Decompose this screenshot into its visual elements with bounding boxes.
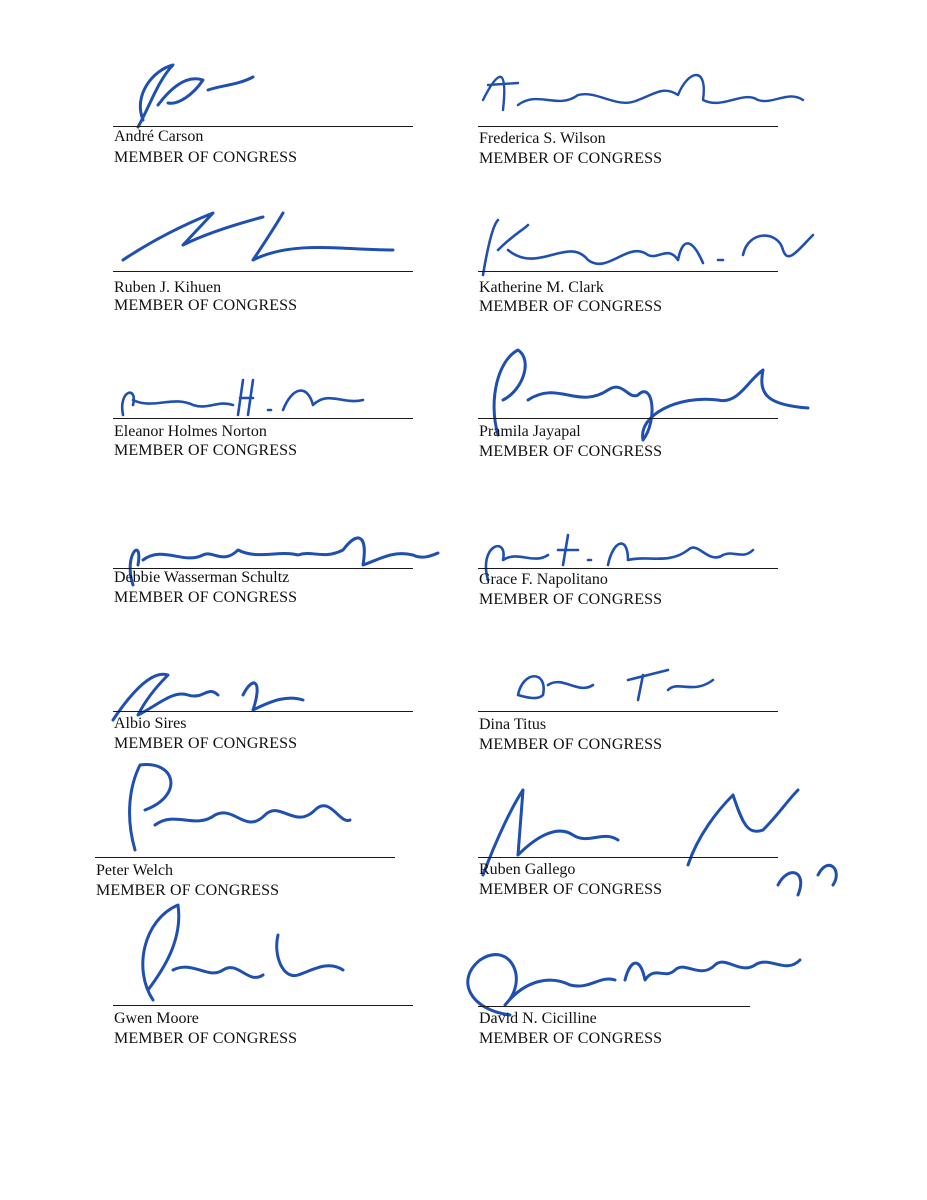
signature-block-gallego bbox=[478, 775, 778, 915]
handwritten-signature bbox=[113, 360, 373, 420]
signer-name: Gwen Moore bbox=[114, 1010, 199, 1027]
signer-name: Frederica S. Wilson bbox=[479, 130, 606, 147]
signer-name: Peter Welch bbox=[96, 862, 174, 879]
signer-title: MEMBER OF CONGRESS bbox=[114, 735, 298, 752]
signature-line bbox=[113, 271, 413, 272]
signer-title: MEMBER OF CONGRESS bbox=[114, 442, 298, 459]
signature-block-wasserman-schultz bbox=[113, 505, 413, 645]
signer-title: MEMBER OF CONGRESS bbox=[114, 589, 298, 606]
signer-title: MEMBER OF CONGRESS bbox=[114, 1030, 298, 1047]
signer-name: David N. Cicilline bbox=[479, 1010, 597, 1027]
signer-name: Debbie Wasserman Schultz bbox=[114, 569, 290, 586]
signer-name: Ruben Gallego bbox=[479, 861, 576, 878]
signature-line bbox=[478, 271, 778, 272]
signature-line bbox=[113, 418, 413, 419]
signer-name: Dina Titus bbox=[479, 716, 547, 733]
signature-line bbox=[478, 711, 778, 712]
signature-line bbox=[95, 857, 395, 858]
signer-name: Pramila Jayapal bbox=[479, 423, 581, 440]
handwritten-signature bbox=[113, 205, 403, 275]
signer-title: MEMBER OF CONGRESS bbox=[479, 298, 663, 315]
signature-block-norton bbox=[113, 360, 413, 500]
handwritten-signature bbox=[478, 650, 738, 710]
handwritten-signature bbox=[478, 55, 808, 130]
signer-name: Albio Sires bbox=[114, 715, 187, 732]
signer-title: MEMBER OF CONGRESS bbox=[479, 443, 663, 460]
signer-title: MEMBER OF CONGRESS bbox=[114, 149, 298, 166]
signer-name: Ruben J. Kihuen bbox=[114, 279, 222, 296]
signature-line bbox=[478, 418, 778, 419]
signer-title: MEMBER OF CONGRESS bbox=[96, 882, 280, 899]
signature-line bbox=[113, 1005, 413, 1006]
signature-block-clark bbox=[478, 205, 778, 345]
signature-line bbox=[113, 711, 413, 712]
signature-block-carson bbox=[113, 55, 413, 195]
handwritten-signature bbox=[113, 55, 263, 135]
handwritten-signature bbox=[478, 205, 818, 285]
signer-title: MEMBER OF CONGRESS bbox=[479, 1030, 663, 1047]
signature-block-napolitano bbox=[478, 505, 778, 645]
signature-block-cicilline bbox=[450, 920, 750, 1060]
signer-title: MEMBER OF CONGRESS bbox=[114, 297, 298, 314]
signature-line bbox=[113, 126, 413, 127]
signature-block-wilson bbox=[478, 55, 778, 195]
signer-title: MEMBER OF CONGRESS bbox=[479, 591, 663, 608]
signature-block-kihuen bbox=[113, 205, 413, 345]
signer-title: MEMBER OF CONGRESS bbox=[479, 736, 663, 753]
signer-name: Katherine M. Clark bbox=[479, 279, 604, 296]
signature-line bbox=[478, 568, 778, 569]
handwritten-signature bbox=[95, 755, 365, 865]
signature-line bbox=[478, 857, 778, 858]
signature-block-moore bbox=[113, 900, 413, 1047]
signer-title: MEMBER OF CONGRESS bbox=[479, 150, 663, 167]
signature-line bbox=[478, 1006, 750, 1007]
signature-line bbox=[478, 126, 778, 127]
signature-block-jayapal bbox=[478, 340, 778, 480]
signature-block-titus bbox=[478, 650, 778, 790]
signer-name: Grace F. Napolitano bbox=[479, 571, 608, 588]
signer-name: Eleanor Holmes Norton bbox=[114, 423, 267, 440]
signer-name: André Carson bbox=[114, 128, 204, 145]
handwritten-signature bbox=[113, 900, 373, 1020]
signer-title: MEMBER OF CONGRESS bbox=[479, 881, 663, 898]
signature-block-welch bbox=[95, 755, 395, 899]
